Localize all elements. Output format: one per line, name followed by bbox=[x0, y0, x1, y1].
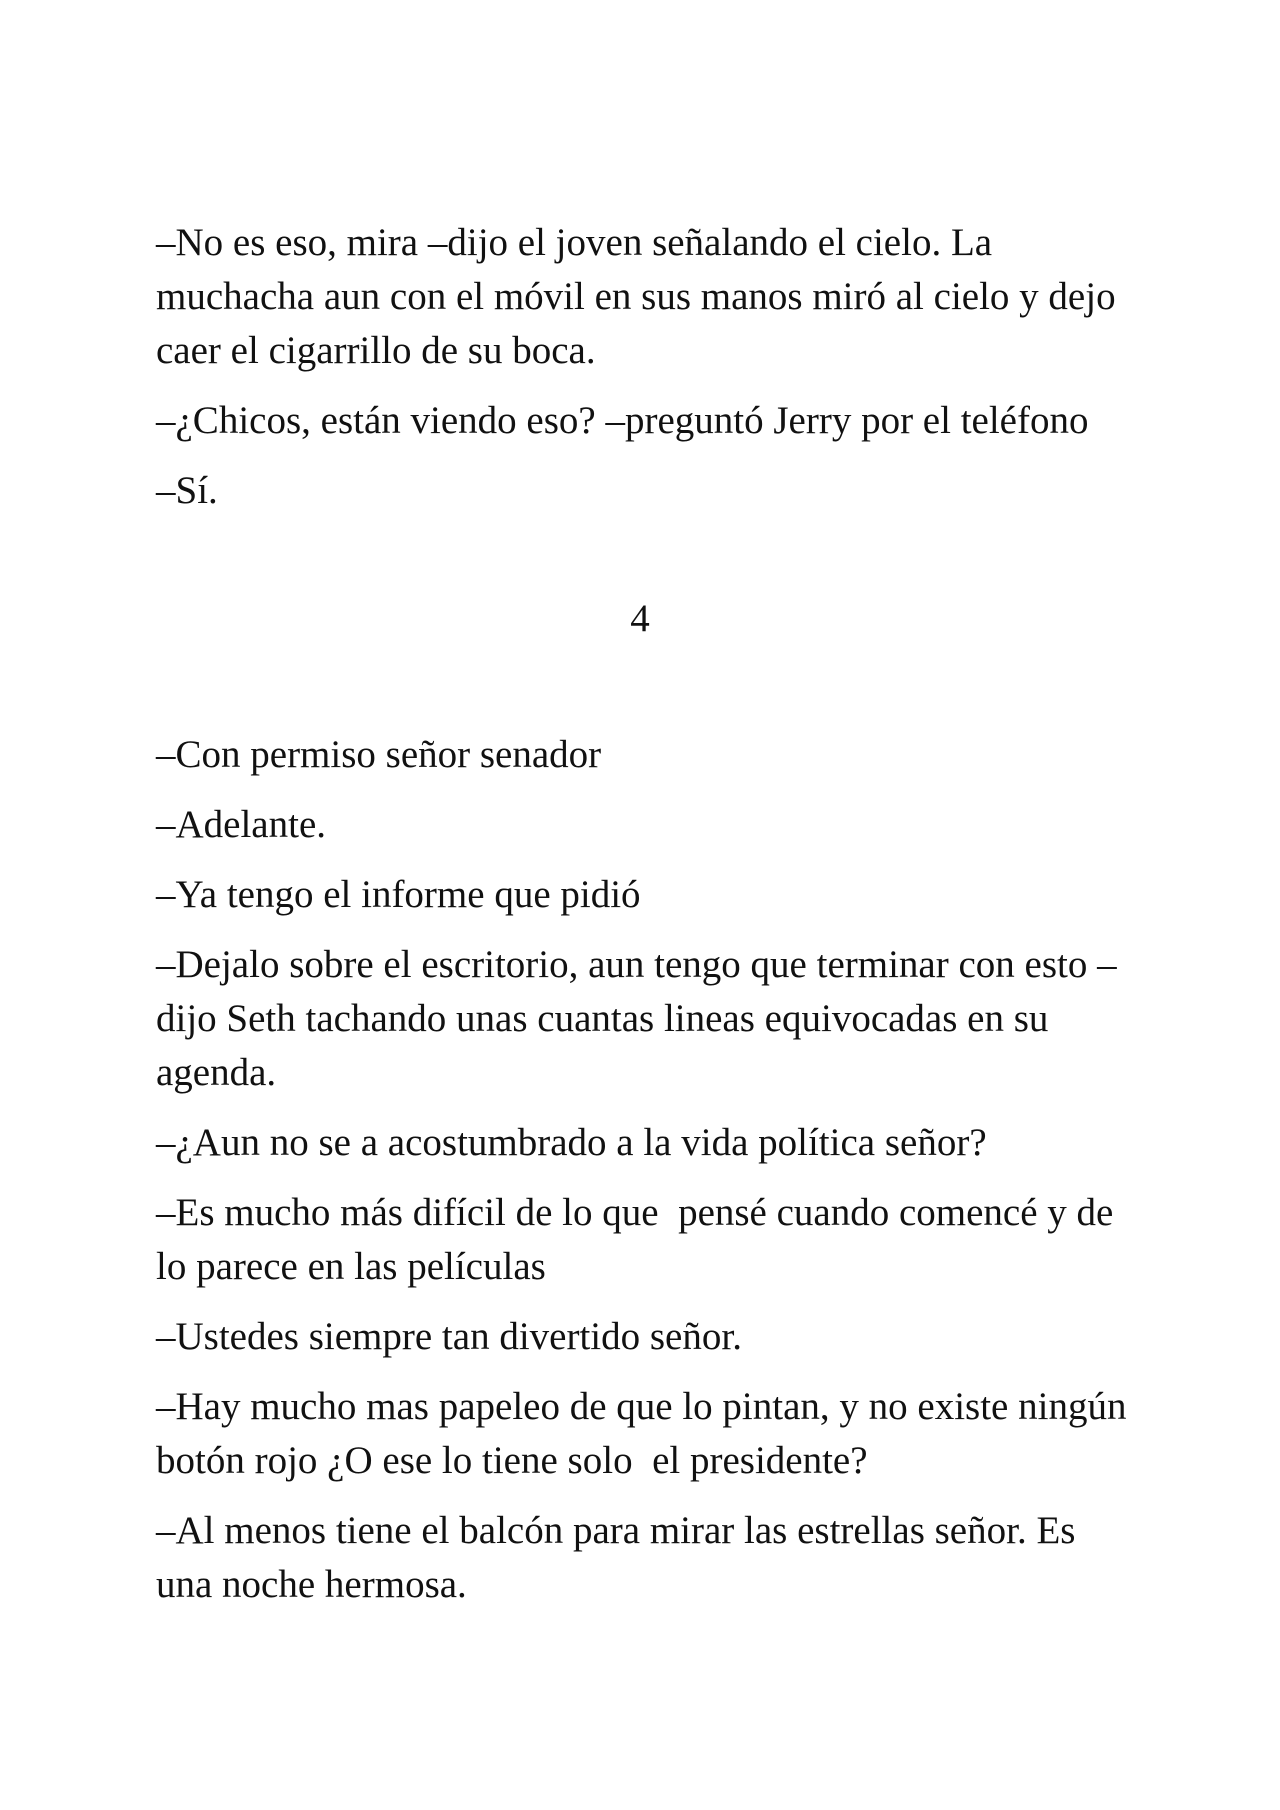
dialogue-paragraph: –Sí. bbox=[156, 469, 218, 512]
dialogue-paragraph: –¿Aun no se a acostumbrado a la vida política señor? bbox=[156, 1121, 987, 1164]
dialogue-paragraph: –Hay mucho mas papeleo de que lo pintan, y no existe ningún botón rojo ¿O ese lo tiene solo el presidente? bbox=[156, 1385, 1137, 1482]
dialogue-paragraph: –Es mucho más difícil de lo que pensé cuando comencé y de lo parece en las películas bbox=[156, 1191, 1124, 1288]
chapter-number: 4 bbox=[630, 597, 650, 640]
dialogue-paragraph: –¿Chicos, están viendo eso? –preguntó Jerry por el teléfono bbox=[156, 399, 1089, 442]
dialogue-paragraph: –Ustedes siempre tan divertido señor. bbox=[156, 1315, 742, 1358]
dialogue-paragraph: –Adelante. bbox=[156, 803, 327, 846]
dialogue-paragraph: –Dejalo sobre el escritorio, aun tengo que terminar con esto –dijo Seth tachando unas cuantas lineas equivocadas en su agenda. bbox=[156, 943, 1117, 1094]
dialogue-paragraph: –Con permiso señor senador bbox=[156, 733, 602, 776]
dialogue-paragraph: –Al menos tiene el balcón para mirar las estrellas señor. Es una noche hermosa. bbox=[156, 1509, 1086, 1606]
dialogue-paragraph: –No es eso, mira –dijo el joven señalando el cielo. La muchacha aun con el móvil en sus manos miró al cielo y dejo caer el cigarrillo de su boca. bbox=[156, 221, 1126, 372]
dialogue-paragraph: –Ya tengo el informe que pidió bbox=[156, 873, 641, 916]
section-two bbox=[156, 728, 1137, 1612]
section-one bbox=[156, 216, 1131, 518]
